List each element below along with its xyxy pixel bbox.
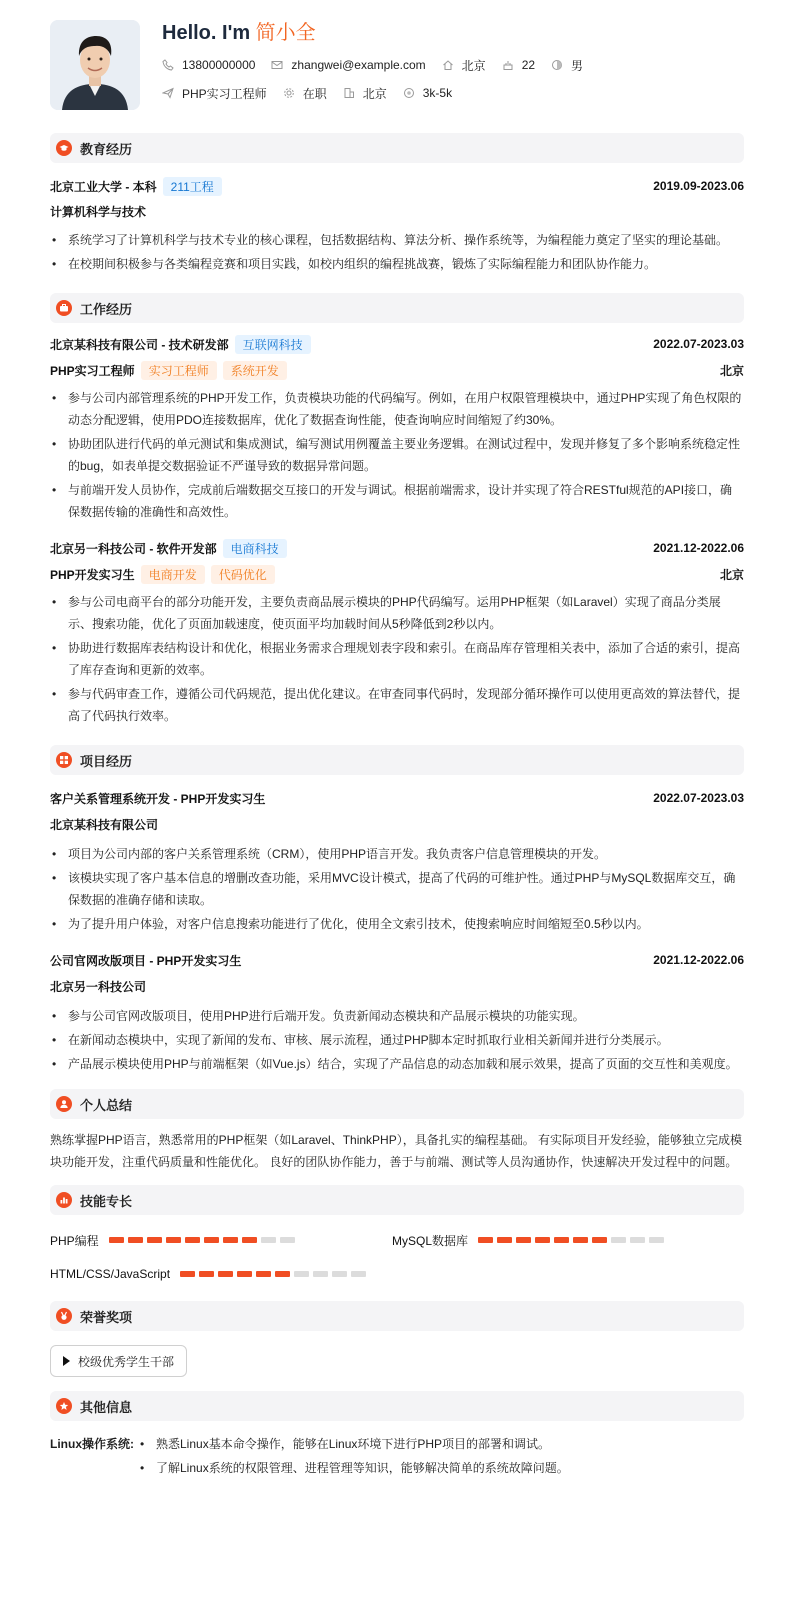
position-text: PHP实习工程师: [182, 86, 267, 101]
project-entry: [50, 937, 744, 1075]
other-entry: [50, 1421, 744, 1481]
project-bullet: • 产品展示模块使用PHP与前端框架（如Vue.js）结合，实现了产品信息的动态加载和展示效果，提高了页面的交互性和美观度。: [50, 1053, 744, 1075]
skill-level-segment: [332, 1271, 347, 1277]
skill-level-segment: [237, 1271, 252, 1277]
summary-section-title: 个人总结: [80, 1097, 133, 1113]
skill-level-segment: [218, 1271, 233, 1277]
role-tag: 系统开发: [223, 361, 287, 380]
role-tag: 电商开发: [141, 565, 205, 584]
skill-level-segment: [147, 1237, 162, 1243]
skill-level-segment: [592, 1237, 607, 1243]
avatar: [50, 20, 140, 110]
skill-level-segment: [294, 1271, 309, 1277]
school-name: 北京工业大学 - 本科: [50, 179, 157, 194]
job-intent-row: [162, 80, 599, 106]
gender-icon: [551, 59, 563, 71]
skill-level-segment: [256, 1271, 271, 1277]
skill-level-segment: [313, 1271, 328, 1277]
header-info: [162, 20, 599, 130]
status-item: [283, 85, 327, 102]
project-bullet: • 在新闻动态模块中，实现了新闻的发布、审核、展示流程，通过PHP脚本定时抓取行业相关新闻并进行分类展示。: [50, 1029, 744, 1051]
email-text: zhangwei@example.com: [291, 58, 426, 72]
grid-icon: [56, 752, 72, 768]
briefcase-icon: [56, 300, 72, 316]
skill-level-segment: [573, 1237, 588, 1243]
skill-level-segment: [199, 1271, 214, 1277]
education-section-title: 教育经历: [80, 141, 133, 157]
work-bullet: • 协助进行数据库表结构设计和优化，根据业务需求合理规划表字段和索引。在商品库存管理相关表中，添加了合适的索引，提高了库存查询和更新的效率。: [50, 637, 744, 681]
projects-section-header: [50, 745, 744, 775]
work-section-title: 工作经历: [80, 301, 133, 317]
project-bullet: • 参与公司官网改版项目，使用PHP进行后端开发。负责新闻动态模块和产品展示模块的功能实现。: [50, 1005, 744, 1027]
role-tag: 实习工程师: [141, 361, 217, 380]
mail-icon: [271, 59, 283, 71]
work-city: 北京: [719, 363, 744, 378]
skill-level-segment: [185, 1237, 200, 1243]
major-name: 计算机科学与技术: [50, 205, 147, 219]
project-company: 北京某科技有限公司: [50, 818, 159, 832]
position-item: [162, 85, 267, 102]
honors-section-header: [50, 1301, 744, 1331]
salary-text: 3k-5k: [422, 86, 453, 100]
project-date: 2021.12-2022.06: [653, 953, 744, 967]
other-section-title: 其他信息: [80, 1399, 133, 1415]
contact-row: [162, 52, 599, 78]
skill-level-segment: [351, 1271, 366, 1277]
education-bullets: [50, 229, 744, 275]
skills-section-header: [50, 1185, 744, 1215]
education-entry: [50, 163, 744, 275]
skill-level-segment: [280, 1237, 295, 1243]
award-text: 校级优秀学生干部: [78, 1354, 175, 1369]
email-item: [271, 58, 425, 72]
skill-level-segment: [261, 1237, 276, 1243]
work-date: 2022.07-2023.03: [653, 337, 744, 351]
other-bullets: [138, 1433, 569, 1481]
work-date: 2021.12-2022.06: [653, 541, 744, 555]
summary-section-header: [50, 1089, 744, 1119]
graduation-cap-icon: [56, 140, 72, 156]
coin-icon: [403, 87, 415, 99]
skill-name: MySQL数据库: [392, 1233, 469, 1248]
skills-section-title: 技能专长: [80, 1193, 133, 1209]
other-bullet: • 熟悉Linux基本命令操作，能够在Linux环境下进行PHP项目的部署和调试。: [138, 1433, 569, 1455]
job-role: PHP开发实习生: [50, 567, 135, 582]
phone-item: [162, 58, 255, 72]
skill-level-segment: [497, 1237, 512, 1243]
job-role: PHP实习工程师: [50, 363, 135, 378]
candidate-name: 简小全: [255, 22, 316, 44]
skill-level-segment: [478, 1237, 493, 1243]
project-bullet: • 项目为公司内部的客户关系管理系统（CRM），使用PHP语言开发。我负责客户信息管理模块的开发。: [50, 843, 744, 865]
skill-item: [392, 1223, 668, 1257]
cake-icon: [502, 59, 514, 71]
skill-level-bar: [180, 1271, 370, 1277]
skill-level-segment: [128, 1237, 143, 1243]
skill-level-segment: [554, 1237, 569, 1243]
phone-icon: [162, 59, 174, 71]
skill-level-segment: [166, 1237, 181, 1243]
work-bullets: [50, 387, 744, 523]
greeting-prefix: Hello. I'm: [162, 22, 256, 44]
home-icon: [442, 59, 454, 71]
gender-text: 男: [571, 58, 584, 73]
project-date: 2022.07-2023.03: [653, 791, 744, 805]
other-bullet: • 了解Linux系统的权限管理、进程管理等知识，能够解决简单的系统故障问题。: [138, 1457, 569, 1479]
project-bullet: • 该模块实现了客户基本信息的增删改查功能，采用MVC设计模式，提高了代码的可维护性。通过PHP与MySQL数据库交互，确保数据的准确存储和读取。: [50, 867, 744, 911]
skill-level-segment: [516, 1237, 531, 1243]
project-bullets: [50, 843, 744, 935]
skill-level-segment: [109, 1237, 124, 1243]
project-name: 公司官网改版项目 - PHP开发实习生: [50, 953, 242, 968]
project-bullets: [50, 1005, 744, 1075]
summary-text: 熟练掌握PHP语言，熟悉常用的PHP框架（如Laravel、ThinkPHP），具备扎实的编程基础。 有实际项目开发经验，能够独立完成模块功能开发，注重代码质量和性能优化。 良好的团队协作能力，善于与前端、测试等人员沟通协作，快速解决开发过程中的问题。: [50, 1133, 743, 1169]
play-icon: [63, 1356, 70, 1366]
building-icon: [343, 87, 355, 99]
work-bullet: • 参与公司电商平台的部分功能开发，主要负责商品展示模块的PHP代码编写。运用PHP框架（如Laravel）实现了商品分类展示、搜索功能，优化了页面加载速度，使页面平均加载时间从5秒降低到2秒以内。: [50, 591, 744, 635]
honors-list: [50, 1331, 744, 1377]
skill-level-bar: [109, 1237, 299, 1243]
skill-level-segment: [180, 1271, 195, 1277]
skill-level-segment: [535, 1237, 550, 1243]
resume-header: [50, 20, 744, 130]
work-entry: [50, 323, 744, 523]
company-name: 北京另一科技公司 - 软件开发部: [50, 541, 217, 556]
skill-level-segment: [630, 1237, 645, 1243]
greeting-title: [162, 20, 599, 50]
send-icon: [162, 87, 174, 99]
project-entry: [50, 775, 744, 935]
skills-list: [50, 1215, 744, 1291]
education-bullet: • 系统学习了计算机科学与技术专业的核心课程，包括数据结构、算法分析、操作系统等，为编程能力奠定了坚实的理论基础。: [50, 229, 744, 251]
age-text: 22: [521, 58, 536, 72]
education-date: 2019.09-2023.06: [653, 179, 744, 193]
star-icon: [56, 1398, 72, 1414]
skill-item: [50, 1257, 392, 1291]
work-bullets: [50, 591, 744, 727]
skill-level-segment: [275, 1271, 290, 1277]
skill-item: [50, 1223, 392, 1257]
industry-tag: 电商科技: [223, 539, 287, 558]
skill-level-segment: [649, 1237, 664, 1243]
other-label: Linux操作系统:: [50, 1437, 134, 1451]
work-bullet: • 参与代码审查工作，遵循公司代码规范，提出优化建议。在审查同事代码时，发现部分循环操作可以使用更高效的算法替代，提高了代码执行效率。: [50, 683, 744, 727]
skill-name: HTML/CSS/JavaScript: [50, 1267, 171, 1281]
skill-name: PHP编程: [50, 1233, 99, 1248]
award-item: [50, 1345, 187, 1377]
industry-tag: 互联网科技: [235, 335, 311, 354]
project-bullet: • 为了提升用户体验，对客户信息搜索功能进行了优化，使用全文索引技术，使搜索响应时间缩短至0.5秒以内。: [50, 913, 744, 935]
other-section-header: [50, 1391, 744, 1421]
role-tag: 代码优化: [211, 565, 275, 584]
target-city-text: 北京: [362, 86, 387, 101]
age-item: [502, 58, 535, 72]
user-icon: [56, 1096, 72, 1112]
gear-icon: [283, 87, 295, 99]
target-city-item: [343, 85, 387, 102]
work-bullet: • 参与公司内部管理系统的PHP开发工作，负责模块功能的代码编写。例如，在用户权限管理模块中，通过PHP实现了角色权限的动态分配逻辑，使用PDO连接数据库，优化了数据查询性能，使查询响应时间缩短了约30%。: [50, 387, 744, 431]
bar-chart-icon: [56, 1192, 72, 1208]
company-name: 北京某科技有限公司 - 技术研发部: [50, 337, 229, 352]
medal-icon: [56, 1308, 72, 1324]
status-text: 在职: [302, 86, 327, 101]
salary-item: [403, 86, 452, 100]
phone-text: 13800000000: [182, 58, 256, 72]
project-name: 客户关系管理系统开发 - PHP开发实习生: [50, 791, 266, 806]
work-section-header: [50, 293, 744, 323]
skill-level-segment: [242, 1237, 257, 1243]
education-bullet: • 在校期间积极参与各类编程竞赛和项目实践，如校内组织的编程挑战赛，锻炼了实际编程能力和团队协作能力。: [50, 253, 744, 275]
gender-item: [551, 57, 583, 74]
work-bullet: • 协助团队进行代码的单元测试和集成测试，编写测试用例覆盖主要业务逻辑。在测试过程中，发现并修复了多个影响系统稳定性的bug，如表单提交数据验证不严谨导致的数据异常问题。: [50, 433, 744, 477]
city-item: [442, 57, 486, 74]
education-section-header: [50, 133, 744, 163]
city-text: 北京: [461, 58, 486, 73]
work-city: 北京: [719, 567, 744, 582]
skill-level-segment: [611, 1237, 626, 1243]
project-company: 北京另一科技公司: [50, 980, 147, 994]
work-bullet: • 与前端开发人员协作，完成前后端数据交互接口的开发与调试。根据前端需求，设计并实现了符合RESTful规范的API接口，确保数据传输的准确性和高效性。: [50, 479, 744, 523]
honors-section-title: 荣誉奖项: [80, 1309, 133, 1325]
school-tag: 211工程: [163, 177, 222, 196]
skill-level-segment: [204, 1237, 219, 1243]
skill-level-segment: [223, 1237, 238, 1243]
work-entry: [50, 525, 744, 727]
projects-section-title: 项目经历: [80, 753, 133, 769]
skill-level-bar: [478, 1237, 668, 1243]
